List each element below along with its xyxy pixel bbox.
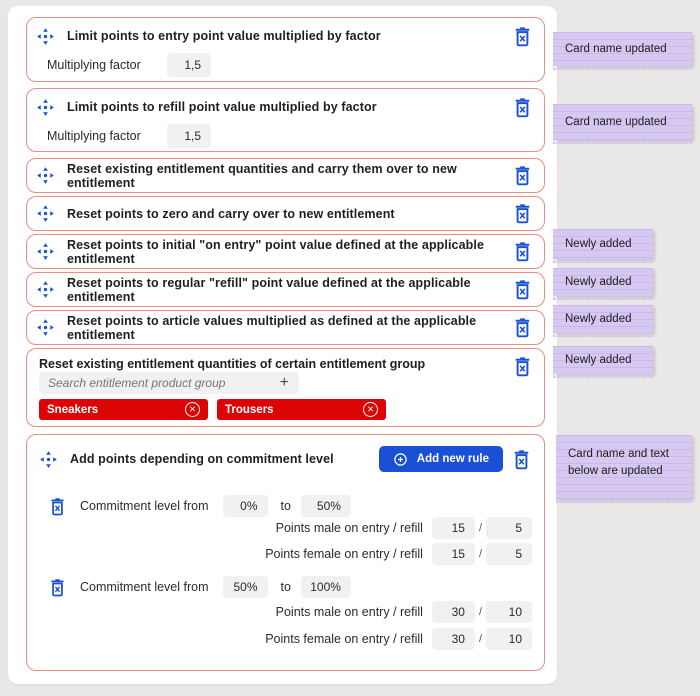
drag-handle-icon[interactable] (36, 27, 55, 46)
delete-rule-button[interactable] (512, 356, 533, 377)
delete-rule-button[interactable] (512, 203, 533, 224)
annotation-note: Card name updated (553, 32, 692, 66)
delete-rule-button[interactable] (511, 449, 532, 470)
points-female-label: Points female on entry / refill (265, 632, 423, 646)
drag-handle-icon[interactable] (36, 204, 55, 223)
annotation-note: Card name and text below are updated (556, 435, 692, 499)
multiplying-factor-input[interactable]: 1,5 (167, 124, 211, 148)
rule-card-reset-quantities-carry-over (26, 158, 545, 193)
points-female-row (39, 628, 532, 650)
annotation-note: Newly added (553, 346, 653, 374)
rule-card-reset-points-article-values (26, 310, 545, 345)
delete-rule-button[interactable] (512, 97, 533, 118)
rule-card-limit-refill-factor (26, 88, 545, 152)
points-male-label: Points male on entry / refill (275, 605, 423, 619)
annotation-note: Card name updated (553, 104, 692, 140)
card-title: Reset points to initial "on entry" point value defined at the applicable entitlement (67, 237, 485, 266)
annotation-note: Newly added (553, 268, 653, 296)
slash-separator: / (478, 606, 482, 618)
slash-separator: / (478, 633, 482, 645)
points-male-entry-input[interactable]: 30 (432, 601, 475, 623)
points-male-label: Points male on entry / refill (275, 521, 423, 535)
points-male-refill-input[interactable]: 10 (486, 601, 532, 623)
group-chip (39, 399, 208, 420)
points-male-entry-input[interactable]: 15 (432, 517, 475, 539)
commitment-from-label: Commitment level from (80, 499, 209, 513)
points-female-refill-input[interactable]: 10 (486, 628, 532, 650)
slash-separator: / (478, 522, 482, 534)
search-input[interactable] (39, 372, 299, 394)
chip-label: Sneakers (47, 403, 99, 416)
points-male-row (39, 601, 532, 623)
drag-handle-icon[interactable] (36, 98, 55, 117)
points-male-row (39, 517, 532, 539)
points-female-entry-input[interactable]: 30 (432, 628, 475, 650)
selected-groups (39, 399, 532, 420)
card-title: Reset points to zero and carry over to new entitlement (67, 206, 395, 221)
delete-rule-button[interactable] (512, 279, 533, 300)
remove-chip-icon[interactable]: ✕ (185, 402, 200, 417)
remove-chip-icon[interactable]: ✕ (363, 402, 378, 417)
drag-handle-icon[interactable] (39, 450, 58, 469)
commitment-from-input[interactable]: 50% (223, 576, 268, 598)
group-chip (217, 399, 386, 420)
annotation-note: Newly added (553, 305, 653, 333)
add-group-icon[interactable]: + (279, 374, 289, 391)
points-female-row (39, 543, 532, 565)
delete-rule-button[interactable] (512, 165, 533, 186)
multiplying-factor-label: Multiplying factor (47, 129, 141, 143)
multiplying-factor-label: Multiplying factor (47, 58, 141, 72)
points-female-refill-input[interactable]: 5 (486, 543, 532, 565)
to-label: to (280, 580, 291, 594)
chip-label: Trousers (225, 403, 274, 416)
multiplying-factor-input[interactable]: 1,5 (167, 53, 211, 77)
commitment-from-input[interactable]: 0% (223, 495, 268, 517)
drag-handle-icon[interactable] (36, 166, 55, 185)
rule-card-limit-entry-factor (26, 17, 545, 82)
commitment-to-input[interactable]: 100% (301, 576, 351, 598)
card-title: Reset existing entitlement quantities and carry them over to new entitlement (67, 161, 457, 190)
delete-rule-button[interactable] (512, 317, 533, 338)
card-title: Reset points to article values multiplied as defined at the applicable entitlement (67, 313, 477, 342)
to-label: to (280, 499, 291, 513)
commitment-from-label: Commitment level from (80, 580, 209, 594)
delete-range-button[interactable] (48, 578, 67, 597)
commitment-range-row (39, 576, 532, 598)
commitment-range-row (39, 495, 532, 517)
card-title: Limit points to entry point value multiplied by factor (67, 29, 381, 43)
rule-card-entitlement-group (26, 348, 545, 427)
circle-plus-icon (393, 452, 408, 467)
drag-handle-icon[interactable] (36, 280, 55, 299)
commitment-to-input[interactable]: 50% (301, 495, 351, 517)
rule-card-commitment-level (26, 434, 545, 671)
delete-range-button[interactable] (48, 497, 67, 516)
card-title: Add points depending on commitment level (70, 452, 334, 466)
drag-handle-icon[interactable] (36, 318, 55, 337)
rule-card-reset-points-refill (26, 272, 545, 307)
entitlement-group-search (39, 372, 299, 394)
slash-separator: / (478, 548, 482, 560)
delete-rule-button[interactable] (512, 241, 533, 262)
rule-card-reset-points-zero (26, 196, 545, 231)
card-title: Reset points to regular "refill" point value defined at the applicable entitlement (67, 275, 471, 304)
annotation-note: Newly added (553, 229, 653, 259)
card-title: Limit points to refill point value multiplied by factor (67, 100, 377, 114)
points-male-refill-input[interactable]: 5 (486, 517, 532, 539)
add-new-rule-label: Add new rule (416, 453, 489, 465)
drag-handle-icon[interactable] (36, 242, 55, 261)
rule-card-reset-points-on-entry (26, 234, 545, 269)
points-female-label: Points female on entry / refill (265, 547, 423, 561)
delete-rule-button[interactable] (512, 26, 533, 47)
card-title: Reset existing entitlement quantities of certain entitlement group (39, 357, 426, 371)
add-new-rule-button[interactable] (379, 446, 503, 472)
points-female-entry-input[interactable]: 15 (432, 543, 475, 565)
